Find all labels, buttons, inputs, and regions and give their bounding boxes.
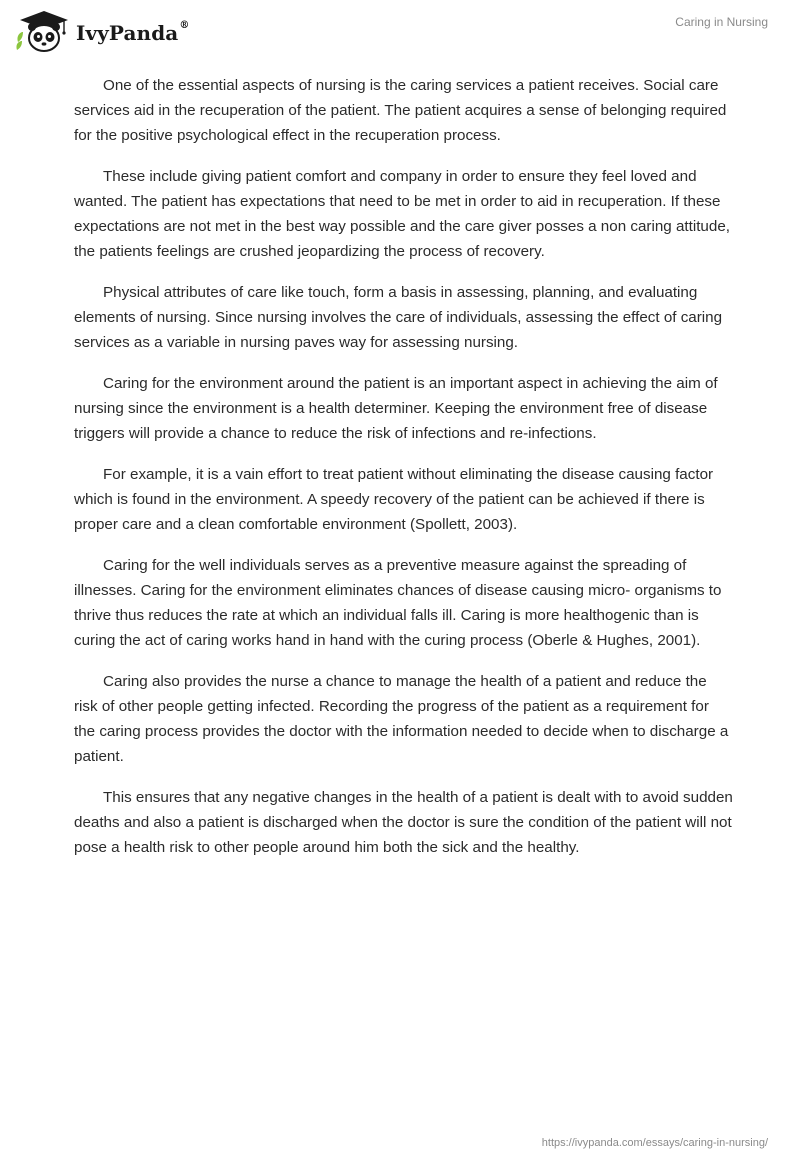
paragraph-5: For example, it is a vain effort to treat patient without eliminating the disease causing factor which is found in the environment. A speedy recovery of the patient can be achieved if there is proper care and a clean comfortable environment (Spollett, 2003). — [74, 466, 714, 533]
paragraph-3: Physical attributes of care like touch, form a basis in assessing, planning, and evaluating elements of nursing. Since nursing involves the care of individuals, assessing the effect of caring services as a variable in nursing paves way for assessing nursing. — [74, 284, 723, 351]
essay-body — [74, 73, 734, 876]
brand-name: IvyPanda® — [76, 20, 190, 45]
footer-url[interactable]: https://ivypanda.com/essays/caring-in-nursing/ — [541, 1137, 768, 1149]
page-header — [0, 0, 800, 60]
paragraph-4: Caring for the environment around the patient is an important aspect in achieving the aim of nursing since the environment is a health determiner. Keeping the environment free of disease triggers will provide a chance to reduce the risk of infections and re-infections. — [74, 375, 718, 442]
paragraph-6: Caring for the well individuals serves as a preventive measure against the spreading of illnesses. Caring for the environment eliminates chances of disease causing micro- organisms to thrive thus reduces the rate at which an individual falls ill. Caring is more healthogenic than is curing the act of caring works hand in hand with the curing process (Oberle & Hughes, 2001). — [74, 557, 722, 649]
document-title: Caring in Nursing — [675, 15, 768, 29]
paragraph-7: Caring also provides the nurse a chance to manage the health of a patient and reduce the risk of other people getting infected. Recording the progress of the patient as a requirement for the caring process provides the doctor with the information needed to decide when to discharge a patient. — [74, 673, 729, 765]
paragraph-1: One of the essential aspects of nursing is the caring services a patient receives. Social care services aid in the recuperation of the patient. The patient acquires a sense of belonging required for the positive psychological effect in the recuperation process. — [74, 77, 727, 144]
paragraph-2: These include giving patient comfort and company in order to ensure they feel loved and wanted. The patient has expectations that need to be met in order to aid in recuperation. If these expectations are not met in the best way possible and the care giver posses a non caring attitude, the patients feelings are crushed jeopardizing the process of recovery. — [74, 168, 730, 260]
paragraph-8: This ensures that any negative changes in the health of a patient is dealt with to avoid sudden deaths and also a patient is discharged when the doctor is sure the condition of the patient will not pose a health risk to other people around him both the sick and the healthy. — [74, 789, 733, 856]
brand-logo[interactable] — [14, 8, 189, 54]
panda-graduate-logo-icon — [14, 8, 72, 54]
